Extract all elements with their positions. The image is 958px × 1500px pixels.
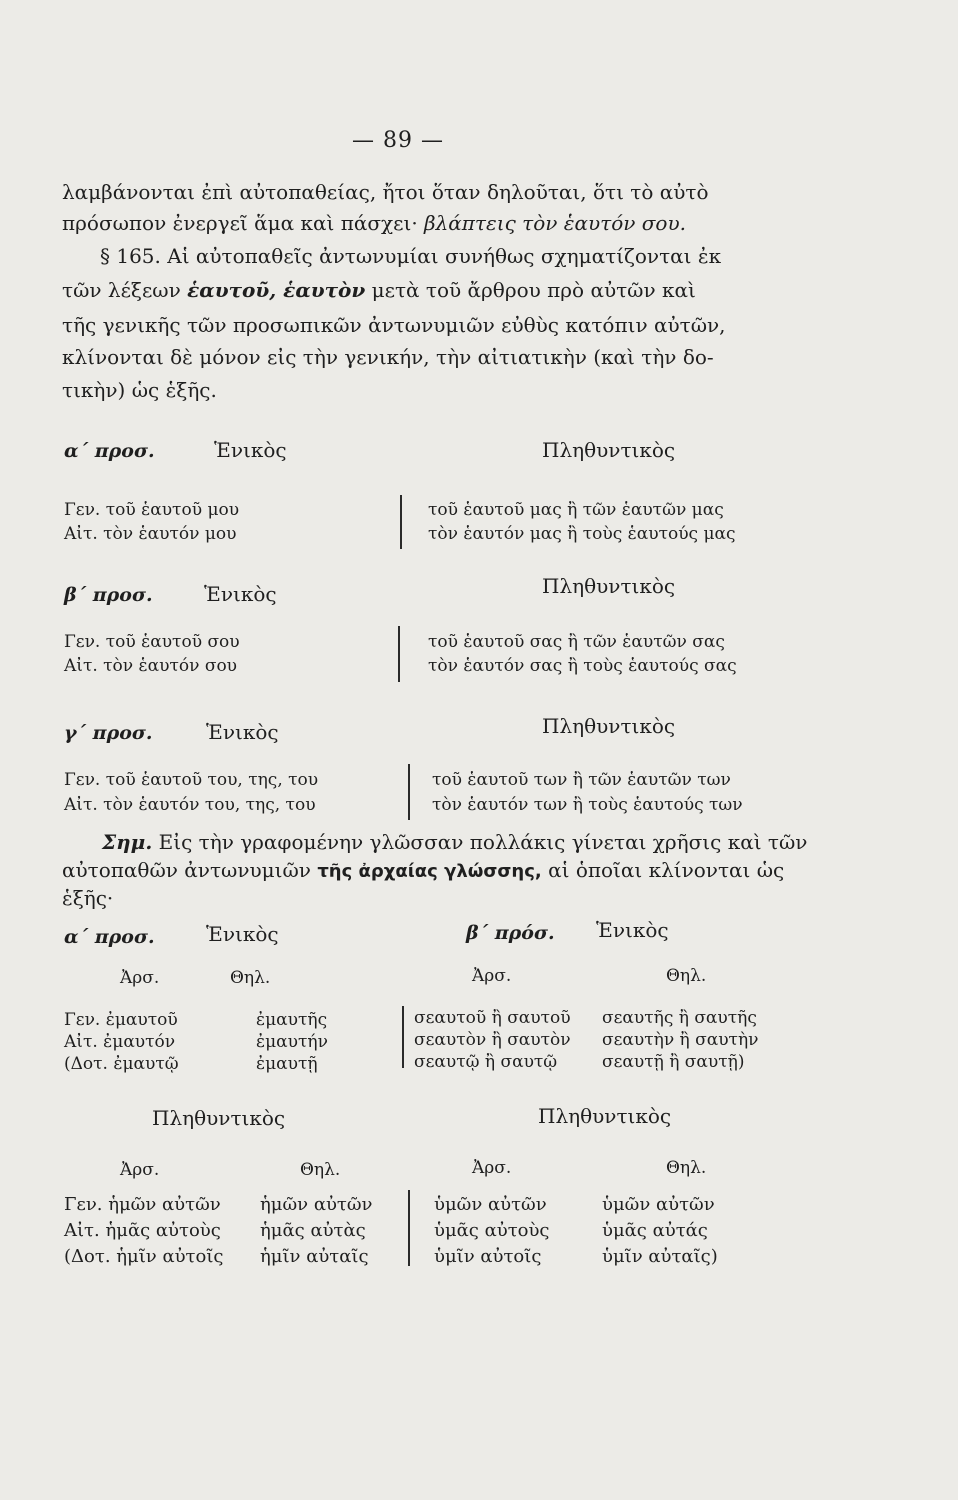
intro-line-4-a: τῶν λέξεων [62, 278, 181, 302]
note-label: Σημ. [102, 830, 153, 854]
ancient-a-pl-fem-dat: ἡμῖν αὐταῖς [260, 1246, 369, 1267]
person1-gen-sg: Γεν. τοῦ ἑαυτοῦ μου [64, 500, 240, 520]
person2-gen-sg: Γεν. τοῦ ἑαυτοῦ σου [64, 632, 240, 652]
ancient-a-sg-fem-dat: ἐμαυτῇ [256, 1054, 318, 1074]
ancient-b-singular-heading: Ἑνικὸς [596, 918, 669, 942]
ancient-pl-divider [408, 1190, 410, 1266]
ancient-a-pl-masc-acc: Αἰτ. ἡμᾶς αὐτοὺς [64, 1220, 221, 1241]
person2-divider [398, 626, 400, 682]
intro-line-2-text: πρόσωπον ἐνεργεῖ ἅμα καὶ πάσχει· [62, 211, 418, 235]
ancient-a-sg-masc-acc: Αἰτ. ἐμαυτόν [64, 1032, 176, 1052]
person3-acc-sg: Αἰτ. τὸν ἑαυτόν του, της, του [64, 795, 316, 815]
ancient-a-pl-masc-dat: (Δοτ. ἡμῖν αὐτοῖς [64, 1246, 224, 1267]
ancient-b-pl-fem-gen: ὑμῶν αὐτῶν [602, 1194, 715, 1215]
ancient-b-pl-masc-gen: ὑμῶν αὐτῶν [434, 1194, 547, 1215]
ancient-b-sg-fem-gen: σεαυτῆς ἢ σαυτῆς [602, 1008, 757, 1028]
ancient-a-plural-heading: Πληθυντικὸς [152, 1106, 286, 1130]
page-number: — 89 — [352, 128, 444, 153]
note-line-3: ἑξῆς· [62, 886, 114, 910]
ancient-b-sg-fem-acc: σεαυτὴν ἢ σαυτὴν [602, 1030, 759, 1050]
person1-label: α΄ προσ. [64, 440, 155, 462]
person3-label: γ΄ προσ. [64, 722, 153, 744]
person2-acc-pl: τὸν ἑαυτόν σας ἢ τοὺς ἑαυτούς σας [428, 656, 737, 676]
ancient-b-masc-heading: Ἀρσ. [472, 966, 512, 986]
ancient-b-fem-heading: Θηλ. [666, 966, 707, 986]
ancient-a-masc-heading: Ἀρσ. [120, 968, 160, 988]
intro-line-3: § 165. Αἱ αὐτοπαθεῖς ἀντωνυμίαι συνήθως σχηματίζονται ἐκ [100, 244, 722, 268]
ancient-b-pl-fem-acc: ὑμᾶς αὐτάς [602, 1220, 708, 1241]
ancient-b-sg-masc-acc: σεαυτὸν ἢ σαυτὸν [414, 1030, 571, 1050]
intro-line-5: τῆς γενικῆς τῶν προσωπικῶν ἀντωνυμιῶν εὐθὺς κατόπιν αὐτῶν, [62, 313, 726, 337]
person1-acc-sg: Αἰτ. τὸν ἑαυτόν μου [64, 524, 237, 544]
person1-divider [400, 495, 402, 549]
ancient-a-pl-fem-gen: ἡμῶν αὐτῶν [260, 1194, 373, 1215]
ancient-b-plural-heading: Πληθυντικὸς [538, 1104, 672, 1128]
ancient-sg-divider [402, 1006, 404, 1068]
ancient-b-pl-masc-acc: ὑμᾶς αὐτοὺς [434, 1220, 550, 1241]
person2-gen-pl: τοῦ ἑαυτοῦ σας ἢ τῶν ἑαυτῶν σας [428, 632, 725, 652]
ancient-a-pl-masc-heading: Ἀρσ. [120, 1160, 160, 1180]
note-line-2 [62, 858, 784, 882]
intro-line-1: λαμβάνονται ἐπὶ αὐτοπαθείας, ἤτοι ὅταν δηλοῦται, ὅτι τὸ αὐτὸ [62, 180, 709, 204]
intro-keywords: ἑαυτοῦ, ἑαυτὸν [187, 278, 366, 302]
person2-singular-heading: Ἑνικὸς [204, 582, 277, 606]
intro-example: βλάπτεις τὸν ἑαυτόν σου. [424, 211, 686, 235]
ancient-a-pl-fem-acc: ἡμᾶς αὐτὰς [260, 1220, 366, 1241]
note-line-2-c: αἱ ὁποῖαι κλίνονται ὡς [548, 858, 785, 882]
ancient-b-pl-fem-dat: ὑμῖν αὐταῖς) [602, 1246, 718, 1267]
ancient-a-sg-fem-gen: ἐμαυτῆς [256, 1010, 328, 1030]
intro-line-7: τικὴν) ὡς ἑξῆς. [62, 378, 217, 402]
person3-gen-sg: Γεν. τοῦ ἑαυτοῦ του, της, του [64, 770, 319, 790]
intro-line-4 [62, 278, 696, 302]
person1-gen-pl: τοῦ ἑαυτοῦ μας ἢ τῶν ἑαυτῶν μας [428, 500, 724, 520]
intro-line-2 [62, 211, 686, 235]
note-emphasis: τῆς ἀρχαίας γλώσσης, [317, 861, 542, 882]
ancient-a-label: α΄ προσ. [64, 926, 155, 948]
ancient-b-pl-masc-dat: ὑμῖν αὐτοῖς [434, 1246, 542, 1267]
ancient-b-label: β΄ πρόσ. [466, 922, 555, 944]
person3-divider [408, 764, 410, 820]
intro-line-4-c: μετὰ τοῦ ἄρθρου πρὸ αὐτῶν καὶ [371, 278, 696, 302]
person1-plural-heading: Πληθυντικὸς [542, 438, 676, 462]
ancient-b-pl-fem-heading: Θηλ. [666, 1158, 707, 1178]
person1-acc-pl: τὸν ἑαυτόν μας ἢ τοὺς ἑαυτούς μας [428, 524, 736, 544]
ancient-a-sg-masc-dat: (Δοτ. ἐμαυτῷ [64, 1054, 179, 1074]
person3-gen-pl: τοῦ ἑαυτοῦ των ἢ τῶν ἑαυτῶν των [432, 770, 731, 790]
ancient-a-fem-heading: Θηλ. [230, 968, 271, 988]
ancient-a-pl-fem-heading: Θηλ. [300, 1160, 341, 1180]
ancient-b-sg-masc-gen: σεαυτοῦ ἢ σαυτοῦ [414, 1008, 571, 1028]
person3-singular-heading: Ἑνικὸς [206, 720, 279, 744]
person3-acc-pl: τὸν ἑαυτόν των ἢ τοὺς ἑαυτούς των [432, 795, 743, 815]
intro-line-6: κλίνονται δὲ μόνον εἰς τὴν γενικήν, τὴν αἰτιατικὴν (καὶ τὴν δο- [62, 345, 714, 369]
ancient-b-sg-masc-dat: σεαυτῷ ἢ σαυτῷ [414, 1052, 558, 1072]
note-line-1 [102, 830, 807, 854]
note-line-1-text: Εἰς τὴν γραφομένην γλῶσσαν πολλάκις γίνεται χρῆσις καὶ τῶν [158, 830, 808, 854]
person2-plural-heading: Πληθυντικὸς [542, 574, 676, 598]
ancient-a-sg-masc-gen: Γεν. ἐμαυτοῦ [64, 1010, 178, 1030]
ancient-a-singular-heading: Ἑνικὸς [206, 922, 279, 946]
note-line-2-a: αὐτοπαθῶν ἀντωνυμιῶν [62, 858, 311, 882]
ancient-b-pl-masc-heading: Ἀρσ. [472, 1158, 512, 1178]
person2-acc-sg: Αἰτ. τὸν ἑαυτόν σου [64, 656, 238, 676]
ancient-b-sg-fem-dat: σεαυτῇ ἢ σαυτῇ) [602, 1052, 745, 1072]
ancient-a-sg-fem-acc: ἐμαυτήν [256, 1032, 328, 1052]
ancient-a-pl-masc-gen: Γεν. ἡμῶν αὐτῶν [64, 1194, 221, 1215]
person2-label: β΄ προσ. [64, 584, 153, 606]
person1-singular-heading: Ἑνικὸς [214, 438, 287, 462]
person3-plural-heading: Πληθυντικὸς [542, 714, 676, 738]
